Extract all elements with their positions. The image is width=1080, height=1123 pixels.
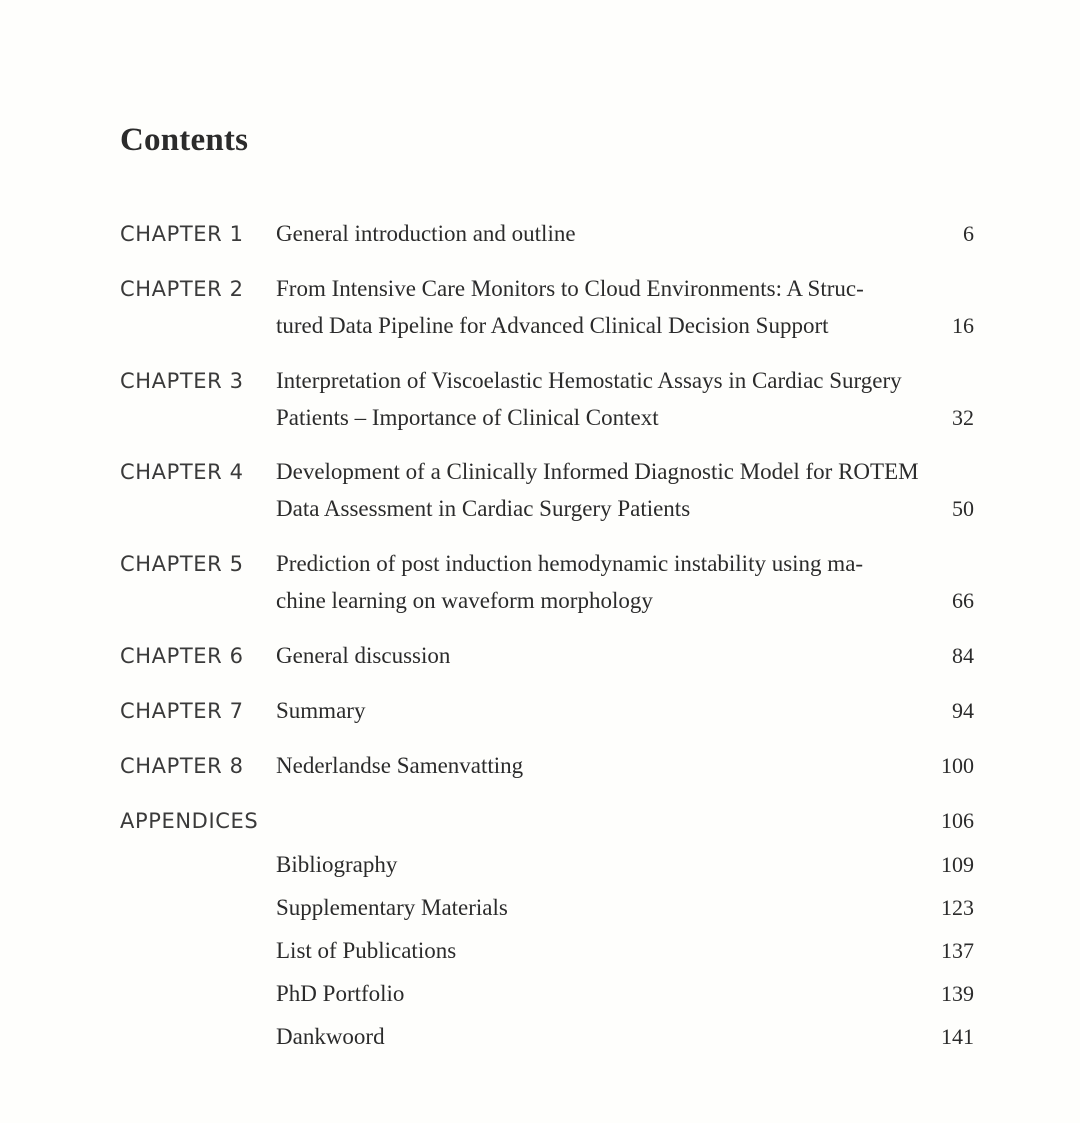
page-number: 106 bbox=[941, 808, 974, 833]
chapter-title bbox=[276, 216, 936, 253]
page-number: 109 bbox=[941, 852, 974, 877]
appendix-title bbox=[276, 890, 936, 927]
chapter-label: CHAPTER 4 bbox=[120, 460, 244, 484]
chapter-label: CHAPTER 6 bbox=[120, 644, 244, 668]
appendix-title bbox=[276, 976, 936, 1013]
page-number: 84 bbox=[952, 643, 974, 668]
page-number: 50 bbox=[952, 496, 974, 521]
appendix-title-line: PhD Portfolio bbox=[276, 981, 405, 1006]
chapter-label: CHAPTER 8 bbox=[120, 754, 244, 778]
appendix-title-line: Supplementary Materials bbox=[276, 895, 508, 920]
chapter-label: CHAPTER 2 bbox=[120, 277, 244, 301]
appendices-label: APPENDICES bbox=[120, 809, 259, 833]
page-number: 123 bbox=[941, 895, 974, 920]
chapter-title-line: General introduction and outline bbox=[276, 221, 576, 246]
chapter-title-line: Summary bbox=[276, 698, 366, 723]
chapter-title-line: Development of a Clinically Informed Diagnostic Model for ROTEM bbox=[276, 459, 919, 484]
chapter-title bbox=[276, 693, 936, 730]
chapter-title-line: Nederlandse Samenvatting bbox=[276, 753, 524, 778]
page-number: 32 bbox=[952, 405, 974, 430]
page-number: 94 bbox=[952, 698, 974, 723]
appendix-title bbox=[276, 933, 936, 970]
appendix-title bbox=[276, 847, 936, 884]
page-number: 100 bbox=[941, 753, 974, 778]
chapter-label: CHAPTER 5 bbox=[120, 552, 244, 576]
chapter-title-line: chine learning on waveform morphology bbox=[276, 587, 653, 613]
appendix-title-line: List of Publications bbox=[276, 938, 457, 963]
page-number: 6 bbox=[963, 221, 974, 246]
chapter-title-line: General discussion bbox=[276, 643, 451, 668]
chapter-label: CHAPTER 7 bbox=[120, 699, 244, 723]
page-number: 141 bbox=[941, 1024, 974, 1049]
page-number: 66 bbox=[952, 588, 974, 613]
chapter-label: CHAPTER 3 bbox=[120, 369, 244, 393]
page-number: 137 bbox=[941, 938, 974, 963]
chapter-title bbox=[276, 271, 936, 344]
chapter-title-line: From Intensive Care Monitors to Cloud Environments: A Struc- bbox=[276, 276, 864, 301]
chapter-title bbox=[276, 748, 936, 785]
page-number: 16 bbox=[952, 313, 974, 338]
chapter-title-line: Interpretation of Viscoelastic Hemostatic Assays in Cardiac Surgery bbox=[276, 368, 902, 393]
chapter-title bbox=[276, 546, 936, 619]
chapter-title-line: Patients – Importance of Clinical Context bbox=[276, 404, 659, 430]
chapter-title-line: Data Assessment in Cardiac Surgery Patients bbox=[276, 495, 691, 521]
appendix-title bbox=[276, 1019, 936, 1056]
chapter-title bbox=[276, 363, 936, 436]
chapter-title bbox=[276, 638, 936, 675]
chapter-label: CHAPTER 1 bbox=[120, 222, 244, 246]
chapter-title bbox=[276, 454, 936, 527]
chapter-title-line: Prediction of post induction hemodynamic instability using ma- bbox=[276, 551, 864, 576]
page-number: 139 bbox=[941, 981, 974, 1006]
chapter-title-line: tured Data Pipeline for Advanced Clinical Decision Support bbox=[276, 312, 829, 338]
page-title: Contents bbox=[120, 122, 249, 158]
appendix-title-line: Bibliography bbox=[276, 852, 398, 877]
appendix-title-line: Dankwoord bbox=[276, 1024, 385, 1049]
